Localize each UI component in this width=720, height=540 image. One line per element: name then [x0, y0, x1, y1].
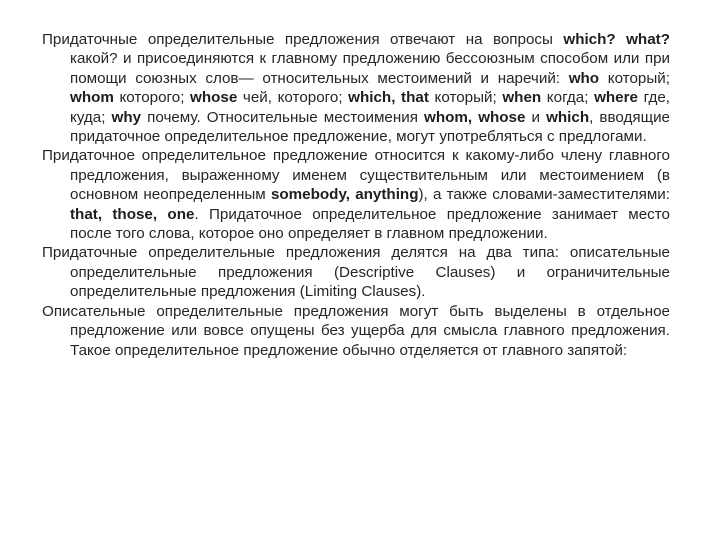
keyword-text: which, that [348, 89, 429, 107]
body-text: Описательные определительные предложения могут быть выделены в отдельное предложение или вовсе опущены без ущерба для смысла главного предложения. Такое определительное предложение обычно отделяется от главного запятой: [42, 302, 670, 359]
keyword-text: that, those, one [70, 205, 195, 223]
body-text: где, куда; [70, 89, 670, 126]
body-text: который; [599, 69, 670, 87]
keyword-text: when [502, 89, 542, 107]
keyword-text: which? what? [563, 31, 670, 48]
keyword-text: whom [70, 89, 114, 107]
body-text: . Придаточное определительное предложение занимает место после того слова, которое оно определяет в главном предложении. [70, 205, 670, 243]
text-body [42, 30, 670, 360]
keyword-text: whom, whose [424, 108, 526, 126]
body-text: ), а также словами-заместителями: [418, 186, 670, 204]
keyword-text: whose [190, 89, 238, 107]
body-text: , вводящие придаточное определительное предложение, могут употребляться с предлогами. [70, 108, 671, 146]
keyword-text: who [568, 69, 600, 87]
body-text: Придаточные определительные предложения отвечают на вопросы [42, 31, 564, 48]
body-text: какой? и присоединяются к главному предложению бессоюзным способом или при помощи союзных слов— относительных местоимений и наречий: [70, 50, 670, 87]
keyword-text: why [111, 108, 142, 126]
paragraph-descriptive-clauses [42, 302, 670, 360]
body-text: который; [428, 89, 503, 107]
keyword-text: somebody, anything [270, 186, 419, 204]
body-text: чей, которого; [237, 89, 349, 107]
body-text: почему. Относительные местоимения [141, 108, 425, 126]
keyword-text: where [594, 89, 638, 107]
body-text: когда; [541, 89, 595, 107]
body-text: и [525, 108, 547, 126]
body-text: Придаточное определительное предложение относится к какому-либо члену главного предложения, выраженному именем существительным или местоимением (в основном неопределенным [42, 147, 670, 204]
body-text: которого; [113, 89, 191, 107]
paragraph-antecedent [42, 146, 670, 243]
paragraph-clause-types [42, 243, 670, 301]
keyword-text: which [546, 108, 590, 126]
body-text: Придаточные определительные предложения делятся на два типа: описательные определительные предложения (Descriptive Clauses) и ограничительные определительные предложения (Limiting Clauses). [42, 244, 670, 301]
paragraph-relative-clauses-intro [42, 30, 670, 146]
